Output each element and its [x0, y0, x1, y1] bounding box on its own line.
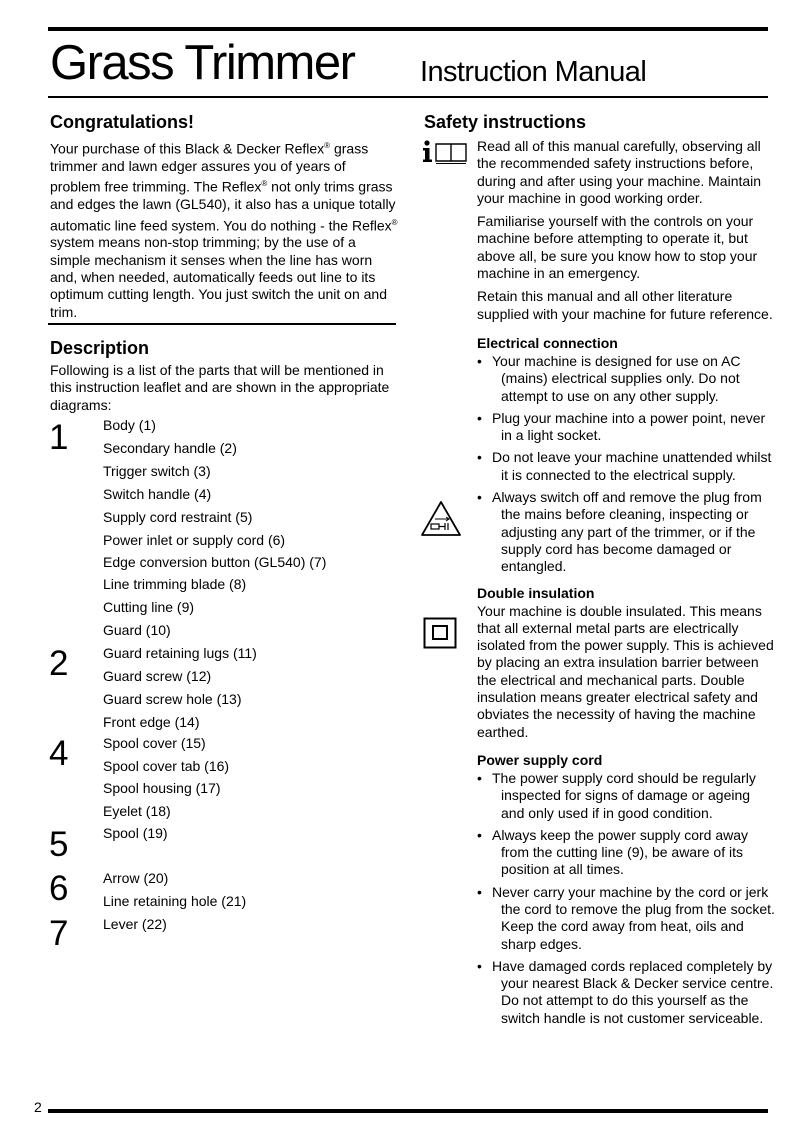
- part-item: Line trimming blade (8): [103, 576, 247, 592]
- list-item: • Do not leave your machine unattended whilst it is connected to the electrical supply.: [477, 449, 777, 484]
- part-item: Arrow (20): [103, 870, 169, 886]
- part-item: Supply cord restraint (5): [103, 509, 253, 525]
- double-insulation-icon: [423, 617, 457, 649]
- part-item: Guard screw hole (13): [103, 691, 242, 707]
- part-item: Lever (22): [103, 916, 167, 932]
- page-title: Grass Trimmer: [50, 36, 355, 90]
- part-item: Switch handle (4): [103, 486, 212, 502]
- figure-number: 2: [49, 644, 69, 683]
- part-item: Body (1): [103, 417, 156, 433]
- part-item: Guard screw (12): [103, 668, 212, 684]
- part-item: Eyelet (18): [103, 803, 171, 819]
- congrats-paragraph: Your purchase of this Black & Decker Reflex® grass trimmer and lawn edger assures you of years of problem free trimming. The Reflex® not only trims grass and edges the lawn (GL540), it also has a unique totally automatic line feed system. You do nothing - the Reflex® system means non-stop trimming; by the use of a simple mechanism it senses when the line has worn and, when needed, automatically feeds out line to its optimum cutting length. You just switch the unit on and trim.: [50, 140, 398, 320]
- safety-paragraph: Familiarise yourself with the controls on your machine before attempting to operate it, but above all, be sure you know how to stop your machine in an emergency.: [477, 213, 758, 282]
- part-item: Secondary handle (2): [103, 440, 237, 456]
- header-rule: [48, 96, 768, 98]
- part-item: Spool cover (15): [103, 735, 206, 751]
- part-item: Line retaining hole (21): [103, 893, 247, 909]
- list-item: • The power supply cord should be regularly inspected for signs of damage or ageing and only used if in good condition.: [477, 770, 777, 822]
- figure-number: 5: [49, 825, 69, 864]
- power-cord-list: [477, 770, 777, 1027]
- part-item: Spool cover tab (16): [103, 758, 230, 774]
- list-item: • Have damaged cords replaced completely by your nearest Black & Decker service centre. Do not attempt to do this yourself as the switch handle is not customer serviceable.: [477, 958, 777, 1027]
- description-heading: Description: [50, 338, 150, 358]
- description-rule: [48, 323, 396, 325]
- figure-number: 1: [49, 418, 69, 457]
- bottom-rule: [48, 1109, 768, 1113]
- list-item: • Plug your machine into a power point, never in a light socket.: [477, 410, 777, 445]
- part-item: Spool housing (17): [103, 780, 221, 796]
- electrical-list: [477, 353, 777, 576]
- figure-number: 6: [49, 869, 69, 908]
- top-rule: [48, 27, 768, 31]
- part-item: Trigger switch (3): [103, 463, 211, 479]
- electrical-heading: Electrical connection: [477, 334, 618, 351]
- part-item: Cutting line (9): [103, 599, 195, 615]
- figure-number: 4: [49, 734, 69, 773]
- list-item: • Always keep the power supply cord away from the cutting line (9), be aware of its position at all times.: [477, 827, 777, 879]
- description-intro: Following is a list of the parts that will be mentioned in this instruction leaflet and are shown in the appropriate diagrams:: [50, 362, 390, 413]
- read-manual-icon: [422, 140, 468, 166]
- part-item: Front edge (14): [103, 714, 200, 730]
- safety-paragraph: Read all of this manual carefully, observing all the recommended safety instructions before, during and after using your machine. Maintain your machine in good working order.: [477, 138, 762, 206]
- page-subtitle: Instruction Manual: [420, 56, 647, 88]
- safety-paragraph: Retain this manual and all other literature supplied with your machine for future reference.: [477, 288, 773, 322]
- part-item: Power inlet or supply cord (6): [103, 532, 286, 548]
- page-number: 2: [34, 1099, 42, 1115]
- congrats-heading: Congratulations!: [50, 112, 194, 132]
- power-cord-heading: Power supply cord: [477, 751, 603, 768]
- list-item: • Always switch off and remove the plug from the mains before cleaning, inspecting or adjusting any part of the trimmer, or if the supply cord has become damaged or entangled.: [477, 489, 777, 575]
- part-item: Edge conversion button (GL540) (7): [103, 554, 327, 570]
- list-item: • Your machine is designed for use on AC (mains) electrical supplies only. Do not attempt to use on any other supply.: [477, 353, 777, 405]
- safety-heading: Safety instructions: [424, 112, 587, 132]
- safety-intro: [477, 138, 777, 1036]
- part-item: Guard retaining lugs (11): [103, 645, 257, 661]
- double-insulation-heading: Double insulation: [477, 584, 595, 601]
- list-item: • Never carry your machine by the cord or jerk the cord to remove the plug from the socket. Keep the cord away from heat, oils and sharp edges.: [477, 884, 777, 953]
- double-insulation-text: Your machine is double insulated. This means that all external metal parts are electrically isolated from the power supply. This is achieved by placing an extra insulation barrier between the electrical and mechanical parts. Double insulation means greater electrical safety and obviates the necessity of having the machine earthed.: [477, 602, 774, 740]
- part-item: Spool (19): [103, 825, 168, 841]
- part-item: Guard (10): [103, 622, 171, 638]
- warning-unplug-icon: [420, 500, 462, 538]
- figure-number: 7: [49, 914, 69, 953]
